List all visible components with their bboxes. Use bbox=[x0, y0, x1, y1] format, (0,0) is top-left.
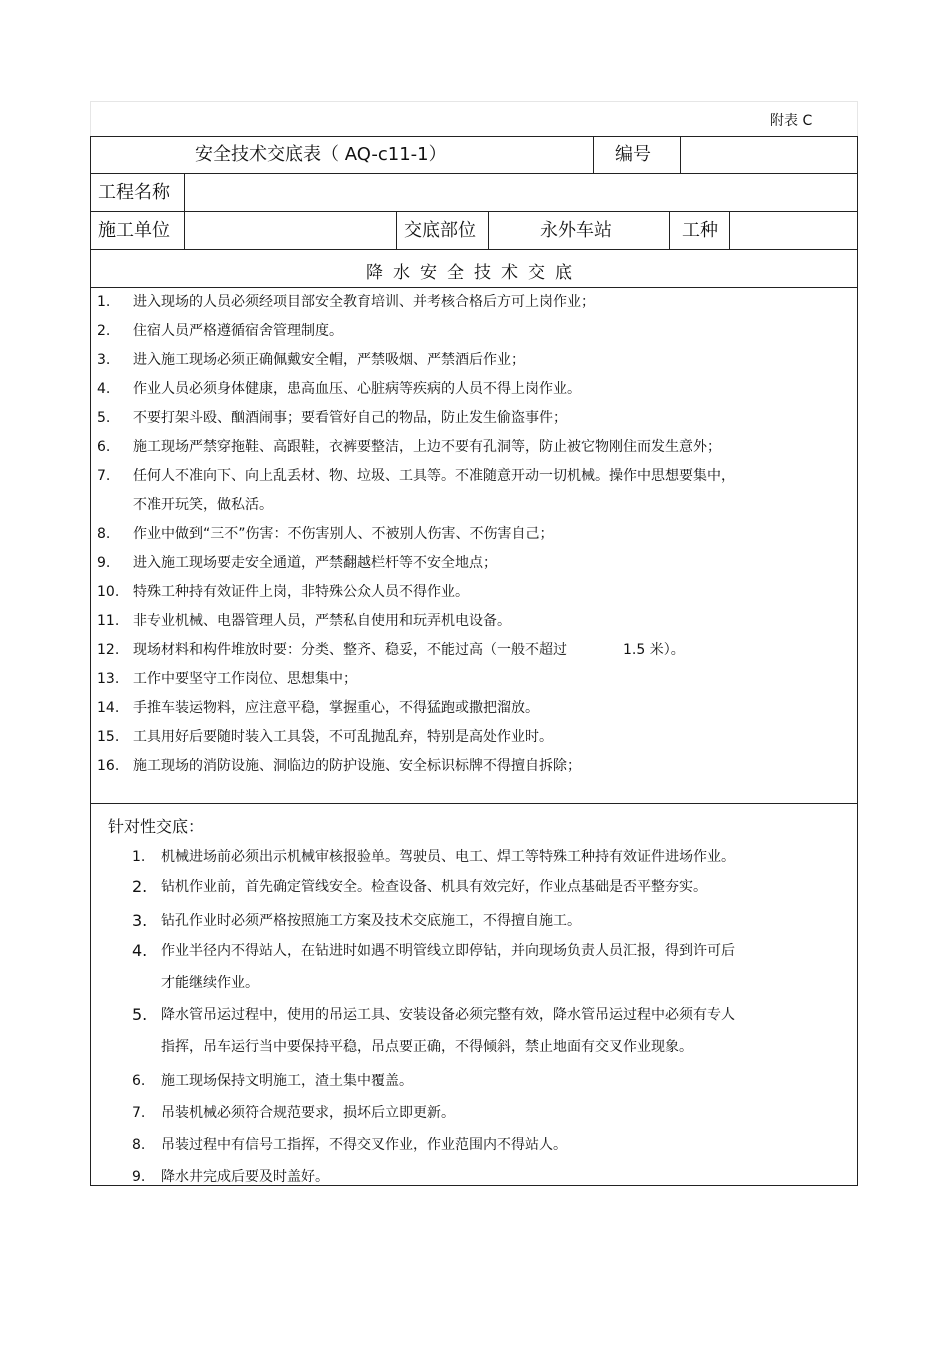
list-item bbox=[97, 582, 837, 602]
section-title: 降水安全技术交底 bbox=[366, 263, 582, 283]
list-item bbox=[97, 350, 837, 370]
list-item bbox=[97, 321, 837, 341]
item-number: 3. bbox=[132, 911, 148, 930]
specific-handover-list bbox=[132, 846, 782, 1188]
item-text: 施工现场的消防设施、洞临边的防护设施、安全标识标牌不得擅自拆除； bbox=[133, 758, 581, 774]
list-item bbox=[132, 1036, 782, 1058]
item-number: 3. bbox=[97, 352, 111, 368]
col-divider bbox=[184, 173, 185, 249]
list-item bbox=[97, 495, 837, 515]
trade-label: 工种 bbox=[682, 220, 718, 241]
item-number: 7. bbox=[132, 1105, 146, 1121]
item-number: 6. bbox=[97, 439, 111, 455]
faint-guide-left bbox=[90, 101, 91, 136]
item-text: 作业中做到“三不”伤害：不伤害别人、不被别人伤害、不伤害自己； bbox=[133, 526, 554, 542]
col-divider bbox=[680, 136, 681, 173]
project-name-label: 工程名称 bbox=[98, 182, 170, 203]
item-text: 吊装机械必须符合规范要求，损坏后立即更新。 bbox=[161, 1105, 455, 1121]
col-divider bbox=[593, 136, 594, 173]
row-divider bbox=[90, 249, 858, 250]
item-text: 机械进场前必须出示机械审核报验单。驾驶员、电工、焊工等特殊工种持有效证件进场作业。 bbox=[161, 849, 735, 865]
item-number: 2. bbox=[132, 877, 148, 896]
list-item bbox=[132, 1166, 782, 1188]
item-text: 特殊工种持有效证件上岗，非特殊公众人员不得作业。 bbox=[133, 584, 469, 600]
faint-guide-top bbox=[90, 101, 858, 102]
number-field[interactable] bbox=[688, 144, 848, 166]
item-text: 指挥，吊车运行当中要保持平稳，吊点要正确，不得倾斜，禁止地面有交叉作业现象。 bbox=[161, 1039, 693, 1055]
list-item bbox=[97, 379, 837, 399]
item-text: 钻孔作业时必须严格按照施工方案及技术交底施工，不得擅自施工。 bbox=[161, 913, 581, 929]
list-item bbox=[132, 1004, 782, 1026]
item-number: 12. bbox=[97, 642, 120, 658]
form-title: 安全技术交底表（ AQ-c11-1） bbox=[195, 144, 447, 165]
list-item bbox=[132, 846, 782, 868]
item-text: 现场材料和构件堆放时要：分类、整齐、稳妥，不能过高（一般不超过 1.5 米）。 bbox=[133, 642, 685, 658]
faint-guide-right bbox=[857, 101, 858, 136]
item-number: 8. bbox=[132, 1137, 146, 1153]
handover-location-label: 交底部位 bbox=[404, 220, 476, 241]
item-number: 7. bbox=[97, 468, 111, 484]
list-item bbox=[132, 876, 782, 898]
item-number: 9. bbox=[97, 555, 111, 571]
col-divider bbox=[396, 211, 397, 249]
col-divider bbox=[488, 211, 489, 249]
item-text: 进入施工现场要走安全通道，严禁翻越栏杆等不安全地点； bbox=[133, 555, 497, 571]
item-text: 任何人不准向下、向上乱丢材、物、垃圾、工具等。不准随意开动一切机械。操作中思想要集中， bbox=[133, 468, 735, 484]
item-text: 降水管吊运过程中，使用的吊运工具、安装设备必须完整有效，降水管吊运过程中必须有专人 bbox=[161, 1007, 735, 1023]
item-number bbox=[97, 495, 133, 515]
item-number: 4. bbox=[97, 381, 111, 397]
item-number: 2. bbox=[97, 323, 111, 339]
item-number bbox=[132, 1036, 161, 1058]
col-divider bbox=[729, 211, 730, 249]
list-item bbox=[97, 553, 837, 573]
list-item bbox=[97, 640, 837, 660]
list-item bbox=[97, 698, 837, 718]
item-number: 6. bbox=[132, 1073, 146, 1089]
col-divider bbox=[669, 211, 670, 249]
row-divider bbox=[90, 803, 858, 804]
item-number: 9. bbox=[132, 1169, 146, 1185]
item-text: 钻机作业前，首先确定管线安全。检查设备、机具有效完好，作业点基础是否平整夯实。 bbox=[161, 879, 707, 895]
item-text: 进入施工现场必须正确佩戴安全帽，严禁吸烟、严禁酒后作业； bbox=[133, 352, 525, 368]
item-text: 施工现场严禁穿拖鞋、高跟鞋，衣裤要整洁，上边不要有孔洞等，防止被它物刚住而发生意外； bbox=[133, 439, 721, 455]
construction-unit-label: 施工单位 bbox=[98, 220, 170, 241]
list-item bbox=[97, 408, 837, 428]
trade-field[interactable] bbox=[737, 220, 847, 242]
item-text: 施工现场保持文明施工，渣土集中覆盖。 bbox=[161, 1073, 413, 1089]
item-text: 非专业机械、电器管理人员，严禁私自使用和玩弄机电设备。 bbox=[133, 613, 511, 629]
number-label: 编号 bbox=[615, 144, 651, 165]
item-number bbox=[132, 972, 161, 994]
item-text: 工具用好后要随时装入工具袋，不可乱抛乱弃，特别是高处作业时。 bbox=[133, 729, 553, 745]
construction-unit-field[interactable] bbox=[192, 220, 387, 242]
list-item bbox=[97, 466, 837, 486]
item-number: 10. bbox=[97, 584, 120, 600]
list-item bbox=[132, 1102, 782, 1124]
item-number: 13. bbox=[97, 671, 120, 687]
specific-handover-title: 针对性交底： bbox=[108, 817, 205, 836]
list-item bbox=[132, 972, 782, 994]
item-number: 1. bbox=[132, 849, 146, 865]
list-item bbox=[97, 611, 837, 631]
row-divider bbox=[90, 173, 858, 174]
list-item bbox=[97, 669, 837, 689]
list-item bbox=[97, 437, 837, 457]
list-item bbox=[132, 1070, 782, 1092]
handover-location-value: 永外车站 bbox=[540, 220, 612, 241]
item-number: 11. bbox=[97, 613, 120, 629]
list-item bbox=[97, 524, 837, 544]
item-text: 住宿人员严格遵循宿舍管理制度。 bbox=[133, 323, 343, 339]
item-number: 1. bbox=[97, 294, 111, 310]
appendix-label: 附表 C bbox=[770, 113, 813, 129]
item-number: 15. bbox=[97, 729, 120, 745]
general-safety-list bbox=[97, 292, 837, 776]
project-name-field[interactable] bbox=[192, 182, 842, 204]
item-number: 16. bbox=[97, 758, 120, 774]
item-text: 作业半径内不得站人，在钻进时如遇不明管线立即停钻，并向现场负责人员汇报，得到许可后 bbox=[161, 943, 735, 959]
item-number: 4. bbox=[132, 941, 148, 960]
item-text: 作业人员必须身体健康，患高血压、心脏病等疾病的人员不得上岗作业。 bbox=[133, 381, 581, 397]
item-text: 进入现场的人员必须经项目部安全教育培训、并考核合格后方可上岗作业； bbox=[133, 294, 595, 310]
row-divider bbox=[90, 287, 858, 288]
list-item bbox=[97, 756, 837, 776]
list-item bbox=[97, 292, 837, 312]
item-text: 吊装过程中有信号工指挥，不得交叉作业，作业范围内不得站人。 bbox=[161, 1137, 567, 1153]
list-item bbox=[97, 727, 837, 747]
item-text: 手推车装运物料，应注意平稳，掌握重心，不得猛跑或撒把溜放。 bbox=[133, 700, 539, 716]
row-divider bbox=[90, 211, 858, 212]
list-item bbox=[132, 910, 782, 932]
item-number: 5. bbox=[97, 410, 111, 426]
item-text: 不要打架斗殴、酗酒闹事；要看管好自己的物品，防止发生偷盗事件； bbox=[133, 410, 567, 426]
item-text: 才能继续作业。 bbox=[161, 975, 259, 991]
item-text: 降水井完成后要及时盖好。 bbox=[161, 1169, 329, 1185]
list-item bbox=[132, 940, 782, 962]
list-item bbox=[132, 1134, 782, 1156]
item-text: 不准开玩笑，做私活。 bbox=[133, 497, 273, 513]
item-text: 工作中要坚守工作岗位、思想集中； bbox=[133, 671, 357, 687]
item-number: 14. bbox=[97, 700, 120, 716]
item-number: 8. bbox=[97, 526, 111, 542]
item-number: 5. bbox=[132, 1005, 148, 1024]
